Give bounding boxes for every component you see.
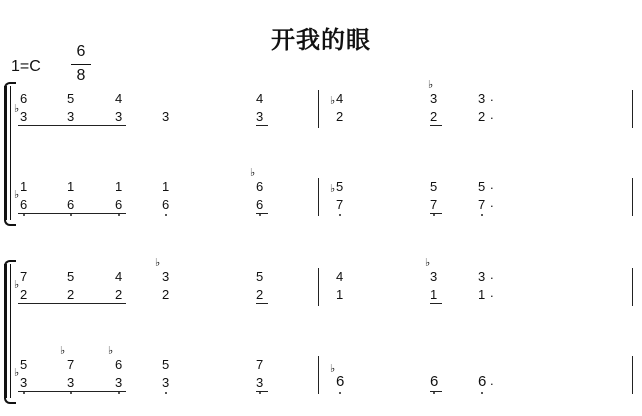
octave-dot	[481, 392, 483, 394]
bar-line	[318, 268, 319, 306]
note: 2	[162, 287, 170, 302]
octave-dot	[433, 392, 435, 394]
note: 6	[115, 357, 123, 372]
note: 3	[20, 109, 28, 124]
beam	[430, 125, 442, 126]
system-bracket	[4, 86, 7, 220]
note: 7	[430, 197, 438, 212]
note: 6	[20, 91, 28, 106]
octave-dot	[70, 214, 72, 216]
octave-dot	[433, 214, 435, 216]
beam	[18, 125, 126, 126]
bar-line	[632, 268, 633, 306]
note: 3	[478, 269, 486, 284]
note: 6	[478, 373, 487, 390]
note: 4	[115, 91, 123, 106]
note: 7	[256, 357, 264, 372]
key-signature: 1=C	[11, 58, 41, 75]
note: 2	[20, 287, 28, 302]
flat-sign: ♭	[14, 279, 20, 291]
note: 7	[20, 269, 28, 284]
bar-line	[632, 178, 633, 216]
octave-dot	[70, 392, 72, 394]
time-signature-bar	[71, 64, 91, 65]
bar-line	[318, 90, 319, 128]
note: 5	[162, 357, 170, 372]
beam	[256, 213, 268, 214]
note: 6	[256, 197, 264, 212]
beam	[18, 303, 126, 304]
note: 7	[336, 197, 344, 212]
beam	[256, 391, 268, 392]
flat-sign: ♭	[14, 367, 20, 379]
note: 4	[336, 91, 344, 106]
note: 1	[162, 179, 170, 194]
flat-sign: ♭	[330, 95, 336, 107]
note: 3	[162, 109, 170, 124]
note: 6	[430, 373, 439, 390]
note: 7	[478, 197, 486, 212]
note: 6	[336, 373, 345, 390]
bracket-hook	[4, 260, 16, 268]
beam	[430, 303, 442, 304]
note: 3	[256, 375, 264, 390]
note: 6	[162, 197, 170, 212]
note: 1	[336, 287, 344, 302]
note: 1	[67, 179, 75, 194]
note: 5	[478, 179, 486, 194]
octave-dot	[259, 214, 261, 216]
bracket-hook	[4, 396, 16, 404]
octave-dot	[339, 392, 341, 394]
system-bracket	[4, 264, 7, 398]
note: 3	[115, 375, 123, 390]
octave-dot	[23, 392, 25, 394]
beam	[18, 213, 126, 214]
bar-line	[632, 356, 633, 394]
note: 2	[430, 109, 438, 124]
flat-sign: ♭	[330, 183, 336, 195]
system-bracket-line	[10, 86, 11, 220]
bracket-hook	[4, 82, 16, 90]
system-bracket-line	[10, 264, 11, 398]
flat-sign: ♭	[250, 167, 256, 179]
note: 4	[336, 269, 344, 284]
note: 5	[336, 179, 344, 194]
duration-dot: .	[490, 107, 494, 122]
bar-line	[318, 178, 319, 216]
flat-sign: ♭	[155, 257, 161, 269]
note: 2	[336, 109, 344, 124]
note: 2	[256, 287, 264, 302]
duration-dot: .	[490, 267, 494, 282]
note: 3	[162, 375, 170, 390]
note: 6	[115, 197, 123, 212]
note: 4	[115, 269, 123, 284]
note: 3	[478, 91, 486, 106]
note: 1	[115, 179, 123, 194]
note: 3	[430, 91, 438, 106]
octave-dot	[165, 392, 167, 394]
flat-sign: ♭	[14, 189, 20, 201]
beam	[430, 213, 442, 214]
beam	[430, 391, 442, 392]
note: 1	[20, 179, 28, 194]
octave-dot	[118, 392, 120, 394]
note: 5	[67, 269, 75, 284]
duration-dot: .	[490, 373, 494, 388]
bar-line	[318, 356, 319, 394]
score-title: 开我的眼	[271, 26, 371, 54]
note: 3	[256, 109, 264, 124]
flat-sign: ♭	[428, 79, 434, 91]
flat-sign: ♭	[60, 345, 66, 357]
note: 2	[478, 109, 486, 124]
time-signature-numerator: 6	[76, 43, 86, 60]
note: 2	[115, 287, 123, 302]
octave-dot	[118, 214, 120, 216]
note: 6	[67, 197, 75, 212]
note: 3	[20, 375, 28, 390]
note: 5	[430, 179, 438, 194]
duration-dot: .	[490, 89, 494, 104]
note: 4	[256, 91, 264, 106]
flat-sign: ♭	[108, 345, 114, 357]
note: 5	[256, 269, 264, 284]
flat-sign: ♭	[425, 257, 431, 269]
beam	[256, 303, 268, 304]
octave-dot	[23, 214, 25, 216]
octave-dot	[165, 214, 167, 216]
note: 7	[67, 357, 75, 372]
duration-dot: .	[490, 195, 494, 210]
octave-dot	[481, 214, 483, 216]
octave-dot	[339, 214, 341, 216]
note: 3	[67, 109, 75, 124]
bracket-hook	[4, 218, 16, 226]
flat-sign: ♭	[330, 363, 336, 375]
octave-dot	[259, 392, 261, 394]
note: 6	[256, 179, 264, 194]
note: 3	[67, 375, 75, 390]
note: 3	[162, 269, 170, 284]
note: 1	[430, 287, 438, 302]
time-signature-denominator: 8	[76, 67, 86, 84]
note: 1	[478, 287, 486, 302]
note: 3	[115, 109, 123, 124]
note: 2	[67, 287, 75, 302]
note: 5	[20, 357, 28, 372]
duration-dot: .	[490, 177, 494, 192]
note: 5	[67, 91, 75, 106]
beam	[18, 391, 126, 392]
note: 3	[430, 269, 438, 284]
beam	[256, 125, 268, 126]
flat-sign: ♭	[14, 103, 20, 115]
duration-dot: .	[490, 285, 494, 300]
bar-line	[632, 90, 633, 128]
time-signature	[66, 44, 96, 84]
note: 6	[20, 197, 28, 212]
